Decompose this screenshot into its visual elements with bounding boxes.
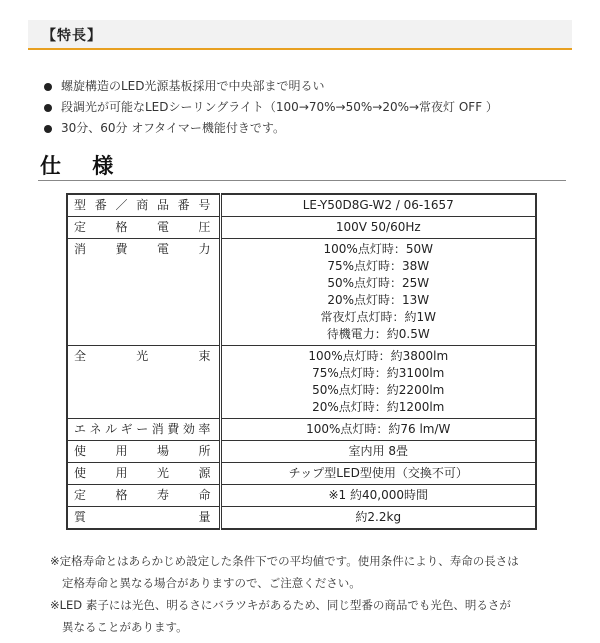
feature-text: 30分、60分 オフタイマー機能付きです。: [61, 121, 285, 135]
spec-label: [67, 239, 220, 346]
list-item: [44, 97, 498, 118]
spec-value: [220, 217, 536, 239]
spec-value-line: 20%点灯時：約1200lm: [312, 400, 445, 414]
spec-label: [67, 507, 220, 530]
features-heading: 【特長】: [42, 28, 102, 44]
spec-value-line: 約2.2kg: [355, 510, 402, 524]
spec-label-text: 定 格 電 圧: [74, 220, 211, 234]
spec-value: [220, 441, 536, 463]
spec-value-line: LE-Y50D8G-W2 / 06-1657: [302, 198, 454, 212]
spec-label-text: 使 用 場 所: [74, 444, 211, 458]
spec-value-line: 100%点灯時：約3800lm: [308, 349, 449, 363]
bullet-icon: [44, 104, 52, 112]
spec-value-line: チップ型LED型使用（交換不可）: [288, 466, 468, 480]
spec-value-line: 100V 50/60Hz: [335, 220, 421, 234]
spec-value-line: 50%点灯時：約2200lm: [312, 383, 445, 397]
table-row: [67, 217, 536, 239]
spec-label: [67, 217, 220, 239]
spec-value: [220, 485, 536, 507]
note-line: 異なることがあります。: [62, 620, 188, 634]
notes: [50, 550, 570, 638]
spec-value: [220, 419, 536, 441]
spec-value-line: 常夜灯点灯時：約1W: [320, 310, 436, 324]
spec-title: 仕 様: [40, 154, 126, 178]
spec-value-line: 100%点灯時：50W: [323, 242, 433, 256]
bullet-icon: [44, 125, 52, 133]
spec-value-line: 75%点灯時：約3100lm: [312, 366, 445, 380]
spec-label-text: 消 費 電 力: [74, 242, 211, 256]
spec-label: [67, 194, 220, 217]
note-line: ※LED 素子には光色、明るさにバラツキがあるため、同じ型番の商品でも光色、明るさが: [50, 598, 511, 612]
spec-value-line: 室内用 8畳: [348, 444, 408, 458]
feature-text: 段調光が可能なLEDシーリングライト（100→70%→50%→20%→常夜灯 OFF ）: [61, 100, 498, 114]
spec-label-text: エ ネ ル ギ ー 消 費 効 率: [74, 422, 211, 436]
table-row: [67, 507, 536, 530]
spec-table: [66, 193, 537, 530]
list-item: [44, 76, 498, 97]
list-item: [44, 118, 498, 139]
spec-value-line: 待機電力：約0.5W: [326, 327, 430, 341]
spec-label-text: 質 量: [74, 510, 211, 524]
table-row: [67, 419, 536, 441]
spec-label: [67, 463, 220, 485]
note-line: ※定格寿命とはあらかじめ設定した条件下での平均値です。使用条件により、寿命の長さは: [50, 554, 519, 568]
spec-divider: [38, 180, 566, 181]
feature-text: 螺旋構造のLED光源基板採用で中央部まで明るい: [61, 79, 325, 93]
spec-value: [220, 507, 536, 530]
features-header: [28, 20, 572, 50]
table-row: [67, 485, 536, 507]
table-row: [67, 441, 536, 463]
spec-label: [67, 485, 220, 507]
spec-value: [220, 463, 536, 485]
spec-label-text: 定 格 寿 命: [74, 488, 211, 502]
spec-label-text: 全 光 束: [74, 349, 211, 363]
spec-label: [67, 346, 220, 419]
note-line: 定格寿命と異なる場合がありますので、ご注意ください。: [62, 576, 361, 590]
table-row: [67, 194, 536, 217]
spec-value-line: ※1 約40,000時間: [328, 488, 428, 502]
spec-value: [220, 239, 536, 346]
spec-value-line: 100%点灯時：約76 lm/W: [306, 422, 451, 436]
spec-value-line: 50%点灯時：25W: [327, 276, 430, 290]
table-row: [67, 239, 536, 346]
spec-value: [220, 346, 536, 419]
spec-value: [220, 194, 536, 217]
table-row: [67, 346, 536, 419]
spec-value-line: 75%点灯時：38W: [327, 259, 430, 273]
spec-label: [67, 441, 220, 463]
spec-label: [67, 419, 220, 441]
spec-label-text: 型 番 ／ 商 品 番 号: [74, 198, 211, 212]
spec-label-text: 使 用 光 源: [74, 466, 211, 480]
feature-list: [44, 76, 498, 139]
spec-value-line: 20%点灯時：13W: [327, 293, 430, 307]
bullet-icon: [44, 83, 52, 91]
table-row: [67, 463, 536, 485]
